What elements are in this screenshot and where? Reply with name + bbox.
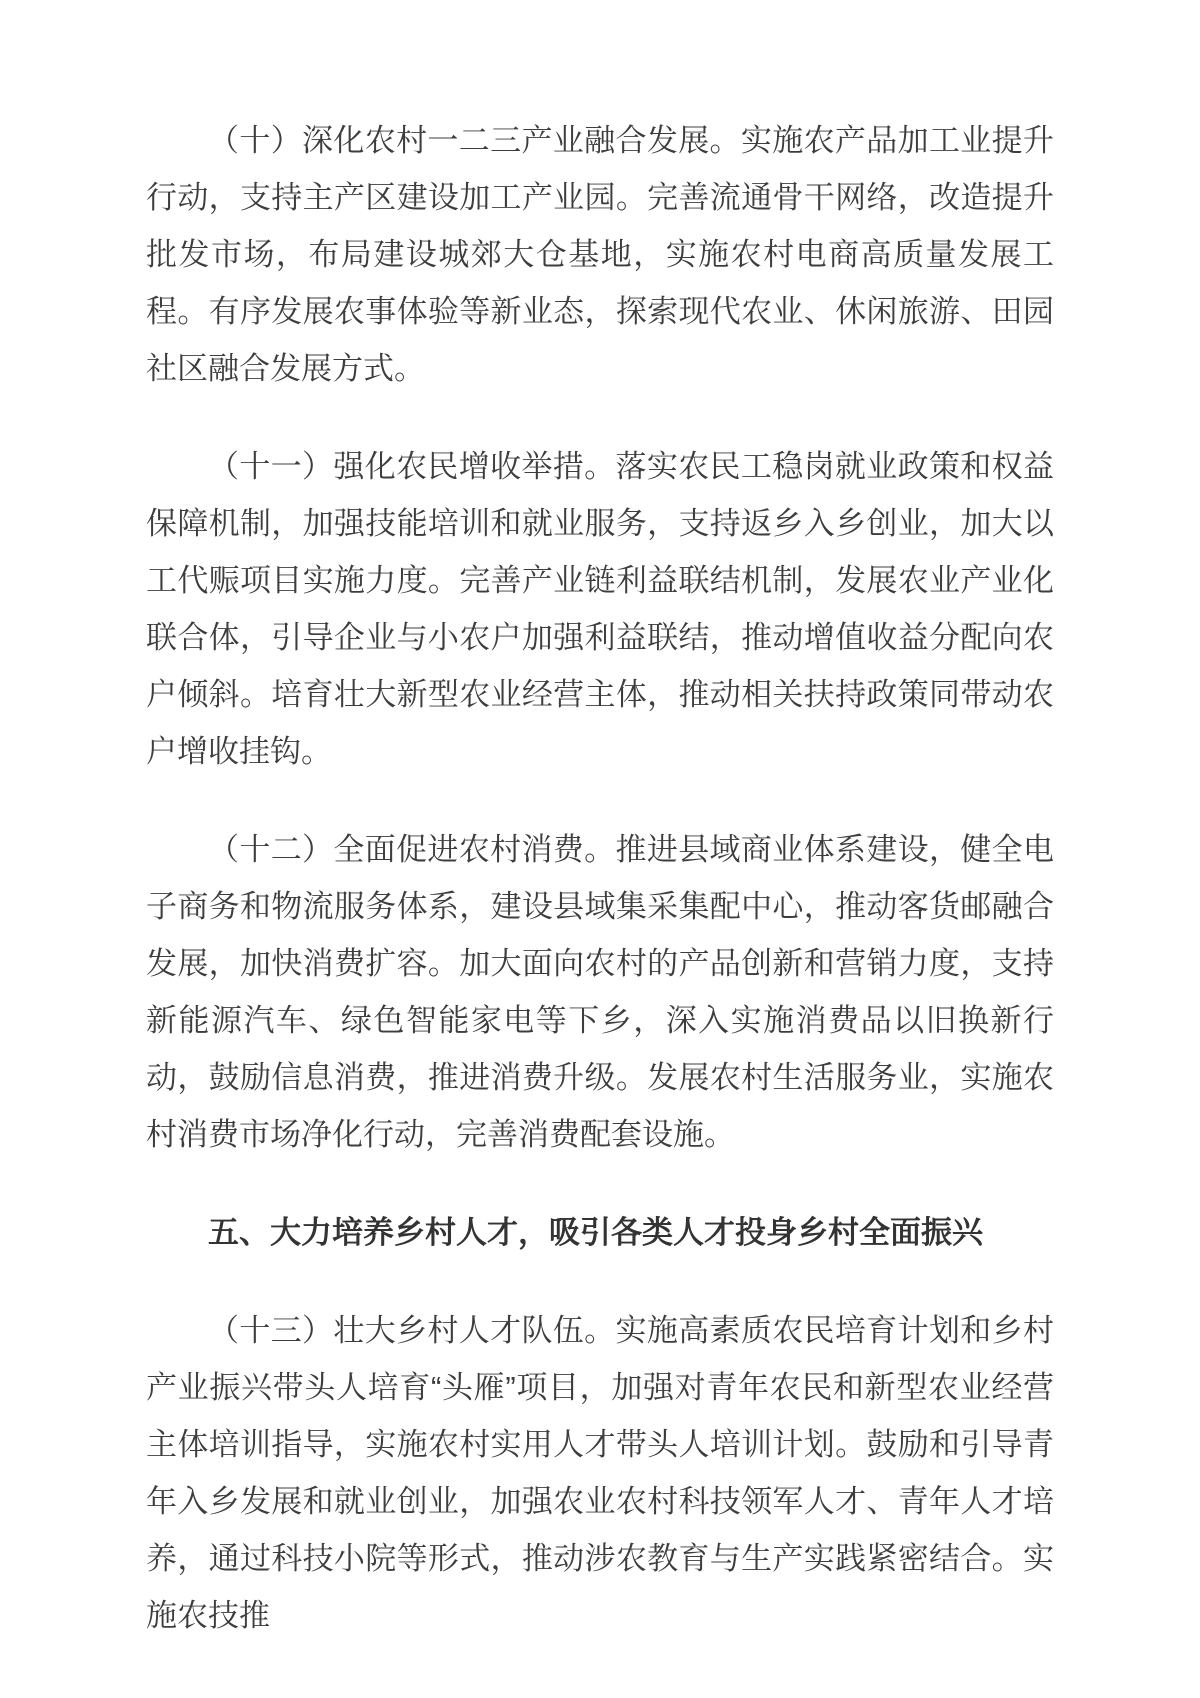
section-heading-part-5: 五、大力培养乡村人才，吸引各类人才投身乡村全面振兴 — [208, 1215, 983, 1250]
paragraph-item-11: （十一）强化农民增收举措。落实农民工稳岗就业政策和权益保障机制，加强技能培训和就业服务，支持返乡入乡创业，加大以工代赈项目实施力度。完善产业链利益联结机制，发展农业产业化联合体，引导企业与小农户加强利益联结，推动增值收益分配向农户倾斜。培育壮大新型农业经营主体，推动相关扶持政策同带动农户增收挂钩。 — [146, 449, 1054, 769]
paragraph-item-13: （十三）壮大乡村人才队伍。实施高素质农民培育计划和乡村产业振兴带头人培育“头雁”项目，加强对青年农民和新型农业经营主体培训指导，实施农村实用人才带头人培训计划。鼓励和引导青年入乡发展和就业创业，加强农业农村科技领军人才、青年人才培养，通过科技小院等形式，推动涉农教育与生产实践紧密结合。实施农技推 — [146, 1313, 1054, 1633]
paragraph-item-10: （十）深化农村一二三产业融合发展。实施农产品加工业提升行动，支持主产区建设加工产业园。完善流通骨干网络，改造提升批发市场，布局建设城郊大仓基地，实施农村电商高质量发展工程。有序发展农事体验等新业态，探索现代农业、休闲旅游、田园社区融合发展方式。 — [146, 123, 1054, 386]
paragraph-item-12: （十二）全面促进农村消费。推进县域商业体系建设，健全电子商务和物流服务体系，建设县域集采集配中心，推动客货邮融合发展，加快消费扩容。加大面向农村的产品创新和营销力度，支持新能源汽车、绿色智能家电等下乡，深入实施消费品以旧换新行动，鼓励信息消费，推进消费升级。发展农村生活服务业，实施农村消费市场净化行动，完善消费配套设施。 — [146, 832, 1054, 1152]
